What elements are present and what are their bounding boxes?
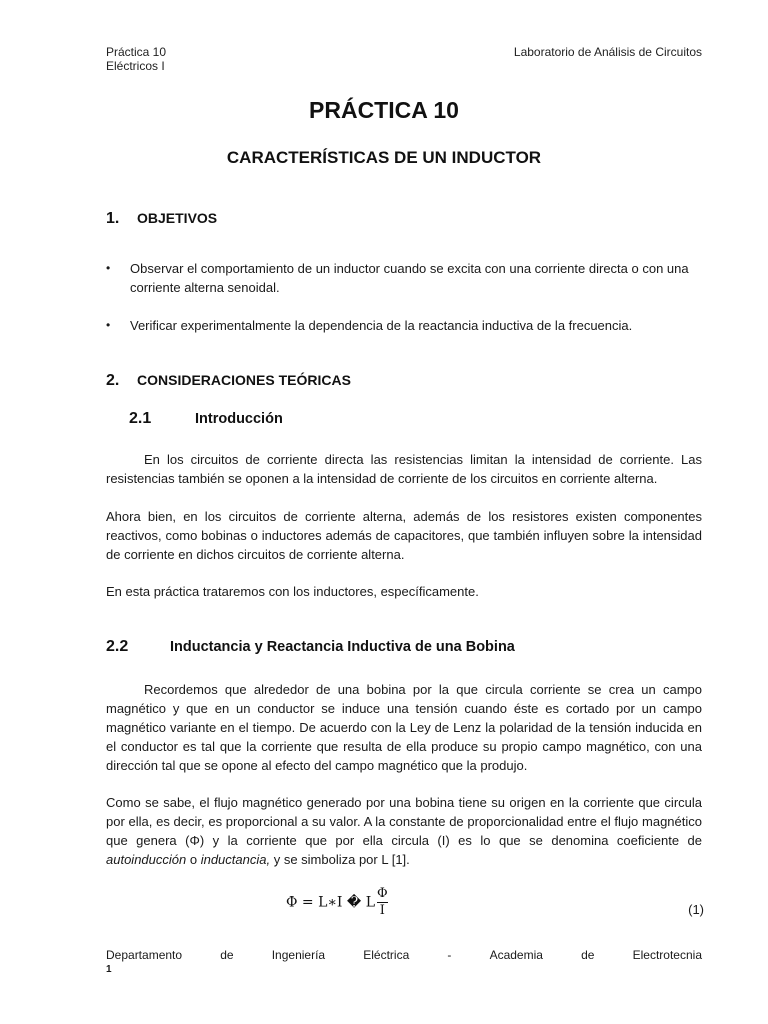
equation-1 (286, 886, 388, 919)
intro-paragraph-1: En los circuitos de corriente directa las resistencias limitan la intensidad de corriente. Las resistencias también se oponen a la intensidad de corriente de los circuitos en corriente alterna. (106, 452, 702, 486)
footer-word: Departamento (106, 948, 183, 962)
footer-word: Ingeniería (271, 948, 326, 962)
equation-numerator: Φ (377, 886, 388, 901)
inductance-paragraph-1: Recordemos que alrededor de una bobina por la que circula corriente se crea un campo magnético y que en un conductor se induce una tensión cuando éste es cortado por un campo magnético variante en el tiempo. De acuerdo con la Ley de Lenz la polaridad de la tensión inducida en el conductor es tal que la corriente que resulta de ella produce su propio campo magnético, con una dirección tal que se opone al efecto del campo magnético que la produjo. (106, 682, 702, 773)
inductance-paragraph-2-start: Como se sabe, el flujo magnético generado por una bobina tiene su origen en la corriente que circula por ella, es decir, es proporcional a su valor. A la constante de proporcionalidad entre el flujo magnético que genera (Φ) y la corriente que por ella circula (I) es lo que se denomina coeficiente de (106, 795, 702, 848)
bullet-icon: • (106, 318, 111, 332)
footer-word: de (220, 948, 234, 962)
section-2-heading (106, 372, 351, 390)
page-subtitle: CARACTERÍSTICAS DE UN INDUCTOR (226, 148, 542, 167)
term-autoinduccion: autoinducción (106, 852, 187, 867)
objective-text-2: Verificar experimentalmente la dependencia de la reactancia inductiva de la frecuencia. (130, 318, 633, 333)
header-left (106, 45, 166, 73)
inductance-paragraph-2-mid: o (186, 852, 201, 867)
equation-l: L (365, 894, 376, 911)
page-number: 1 (106, 964, 112, 975)
equation-unknown-glyph: � (346, 894, 362, 911)
objective-bullet-2 (106, 316, 702, 335)
header-course-label: Eléctricos I (106, 59, 165, 73)
header-right: Laboratorio de Análisis de Circuitos (513, 45, 702, 59)
inductance-paragraph-2-end: y se simboliza por L [1]. (270, 852, 410, 867)
equation-lhs: Φ = L∗I (286, 894, 343, 911)
section-2-1-title: Introducción (195, 411, 283, 427)
section-2-1-heading (129, 410, 283, 428)
equation-fraction (377, 886, 388, 919)
objective-text-1: Observar el comportamiento de un inductor cuando se excita con una corriente directa o con una corriente alterna senoidal. (130, 261, 689, 295)
footer (106, 948, 702, 962)
term-inductancia: inductancia, (200, 852, 271, 867)
footer-word: Eléctrica (363, 948, 410, 962)
equation-number: (1) (688, 902, 704, 917)
footer-word: - (447, 948, 452, 962)
footer-word: Electrotecnia (632, 948, 702, 962)
inductance-paragraph-2 (106, 793, 702, 869)
page-title: PRÁCTICA 10 (309, 97, 459, 123)
section-2-1-number: 2.1 (129, 410, 152, 427)
section-2-2-number: 2.2 (106, 638, 129, 655)
section-2-2-title: Inductancia y Reactancia Inductiva de una Bobina (170, 639, 515, 655)
header-practice-label: Práctica 10 (106, 45, 167, 59)
intro-paragraph-2: Ahora bien, en los circuitos de corriente alterna, además de los resistores existen componentes reactivos, como bobinas o inductores además de capacitores, que también influyen sobre la intensidad de corriente en dichos circuitos de corriente alterna. (106, 509, 702, 562)
intro-paragraph-3: En esta práctica trataremos con los inductores, específicamente. (106, 584, 479, 599)
equation-denominator: I (377, 902, 388, 919)
section-1-title: OBJETIVOS (137, 210, 218, 226)
section-1-number: 1. (106, 210, 120, 227)
section-2-2-heading (106, 638, 515, 656)
section-1-heading (106, 210, 217, 228)
section-2-number: 2. (106, 372, 120, 389)
footer-word: de (581, 948, 595, 962)
section-2-title: CONSIDERACIONES TEÓRICAS (137, 372, 351, 388)
footer-word: Academia (489, 948, 543, 962)
objective-bullet-1 (106, 259, 702, 297)
bullet-icon: • (106, 261, 111, 275)
